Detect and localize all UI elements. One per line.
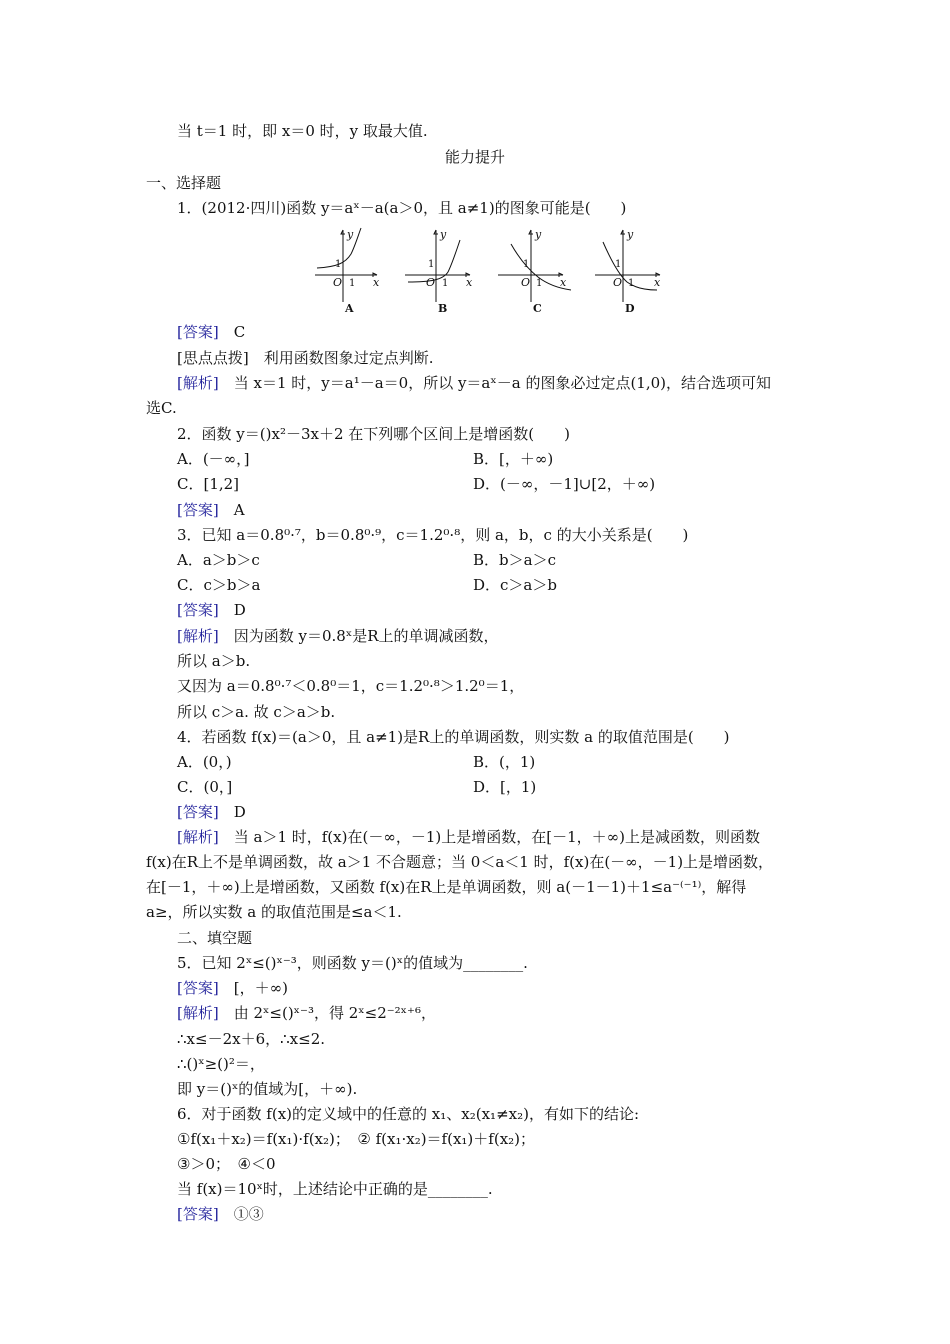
option-d: D．c＞a＞b: [473, 576, 557, 594]
option-a: A．(－∞，]: [177, 450, 250, 468]
text-line: 选C.: [146, 399, 177, 417]
option-label-a: A: [345, 302, 354, 315]
answer-value: D: [233, 803, 246, 821]
option-c: C．(0，]: [177, 778, 233, 796]
answer-line: [177, 1204, 264, 1224]
answer-line: [177, 802, 246, 822]
answer-line: [177, 322, 245, 342]
tick-one-label: 1: [428, 259, 435, 270]
answer-line: [177, 600, 246, 620]
option-d: D．[，1): [473, 778, 537, 796]
answer-line: [177, 500, 245, 520]
answer-value: A: [233, 501, 245, 519]
text-line: ③＞0； ④＜0: [177, 1155, 276, 1173]
tick-one-label: 1: [536, 278, 543, 289]
tick-one-label: 1: [628, 278, 635, 289]
text-line: 又因为 a＝0.8⁰·⁷＜0.8⁰＝1，c＝1.2⁰·⁸＞1.2⁰＝1，: [177, 677, 525, 695]
option-d: D．(－∞，－1]∪[2，＋∞): [473, 475, 656, 493]
axis-y-label: y: [535, 228, 542, 241]
q1-options-figure: [305, 224, 685, 316]
axis-y-label: y: [440, 228, 447, 241]
text-line: 在[－1，＋∞)上是增函数，又函数 f(x)在R上是单调函数，则 a(－1－1)＋1≤a⁻⁽⁻¹⁾，解得: [146, 878, 747, 896]
analysis-line: [177, 626, 499, 646]
option-b: B．[，＋∞): [473, 450, 554, 468]
text-line: ∴x≤－2x＋6，∴x≤2.: [177, 1030, 326, 1048]
origin-label: O: [521, 276, 531, 289]
text-line: 所以 c＞a. 故 c＞a＞b.: [177, 703, 336, 721]
analysis-text: 当 x＝1 时，y＝a¹－a＝0，所以 y＝aˣ－a 的图象必过定点(1,0)，结合选项可知: [233, 374, 772, 392]
text-line: 当 t＝1 时，即 x＝0 时，y 取最大值.: [177, 122, 428, 140]
answer-value: D: [233, 601, 246, 619]
option-label-d: D: [625, 302, 635, 315]
answer-tag: [答案]: [177, 601, 219, 619]
analysis-tag: [解析]: [177, 1004, 219, 1022]
answer-line: [177, 978, 288, 998]
tick-one-label: 1: [335, 259, 342, 270]
answer-value: ①③: [233, 1205, 264, 1223]
text-line: 当 f(x)＝10ˣ时，上述结论中正确的是________.: [177, 1180, 493, 1198]
axis-x-label: x: [466, 276, 473, 289]
axis-y-label: y: [627, 228, 634, 241]
option-c: C．[1,2]: [177, 475, 240, 493]
answer-tag: [答案]: [177, 1205, 219, 1223]
text-line: ①f(x₁＋x₂)＝f(x₁)·f(x₂)； ② f(x₁·x₂)＝f(x₁)＋f(x₂)；: [177, 1130, 536, 1148]
option-b: B．b＞a＞c: [473, 551, 556, 569]
tick-one-label: 1: [442, 278, 449, 289]
axis-x-label: x: [654, 276, 661, 289]
part-heading: 一、选择题: [146, 174, 222, 192]
axis-y-label: y: [347, 228, 354, 241]
tick-one-label: 1: [615, 259, 622, 270]
answer-tag: [答案]: [177, 979, 219, 997]
answer-tag: [答案]: [177, 803, 219, 821]
question-3: 3．已知 a＝0.8⁰·⁷，b＝0.8⁰·⁹，c＝1.2⁰·⁸，则 a，b，c 的大小关系是( ): [177, 526, 689, 544]
option-a: A．(0，): [177, 753, 232, 771]
origin-label: O: [613, 276, 623, 289]
section-title: 能力提升: [444, 148, 505, 166]
option-a: A．a＞b＞c: [177, 551, 260, 569]
analysis-text: 由 2ˣ≤()ˣ⁻³，得 2ˣ≤2⁻²ˣ⁺⁶，: [233, 1004, 436, 1022]
question-4: 4．若函数 f(x)＝(a＞0，且 a≠1)是R上的单调函数，则实数 a 的取值范围是( ): [177, 728, 730, 746]
option-label-c: C: [533, 302, 542, 315]
hint-line: [思点点拨] 利用函数图象过定点判断.: [177, 349, 434, 367]
axis-x-label: x: [560, 276, 567, 289]
text-line: ∴()ˣ≥()²＝，: [177, 1055, 265, 1073]
analysis-line: [177, 373, 771, 393]
question-6: 6．对于函数 f(x)的定义域中的任意的 x₁、x₂(x₁≠x₂)，有如下的结论:: [177, 1105, 640, 1123]
question-2: 2．函数 y＝()x²－3x＋2 在下列哪个区间上是增函数( ): [177, 425, 570, 443]
option-c: C．c＞b＞a: [177, 576, 261, 594]
part-heading: 二、填空题: [177, 929, 253, 947]
question-5: 5．已知 2ˣ≤()ˣ⁻³，则函数 y＝()ˣ的值域为________.: [177, 954, 528, 972]
analysis-tag: [解析]: [177, 374, 219, 392]
text-line: 即 y＝()ˣ的值域为[，＋∞).: [177, 1080, 358, 1098]
tick-one-label: 1: [523, 259, 530, 270]
axis-x-label: x: [373, 276, 380, 289]
answer-tag: [答案]: [177, 501, 219, 519]
analysis-tag: [解析]: [177, 828, 219, 846]
analysis-text: 当 a＞1 时，f(x)在(－∞，－1)上是增函数，在[－1，＋∞)上是减函数，则函数: [233, 828, 760, 846]
answer-value: C: [233, 323, 246, 341]
answer-tag: [答案]: [177, 323, 219, 341]
origin-label: O: [333, 276, 343, 289]
option-label-b: B: [438, 302, 448, 315]
analysis-text: 因为函数 y＝0.8ˣ是R上的单调减函数，: [233, 627, 499, 645]
text-line: a≥，所以实数 a 的取值范围是≤a＜1.: [146, 903, 402, 921]
origin-label: O: [426, 276, 436, 289]
text-line: f(x)在R上不是单调函数，故 a＞1 不合题意；当 0＜a＜1 时，f(x)在(－∞，－1)上是增函数，: [146, 853, 774, 871]
question-1: 1．(2012·四川)函数 y＝aˣ－a(a＞0，且 a≠1)的图象可能是( ): [177, 199, 627, 217]
answer-value: [，＋∞): [233, 979, 288, 997]
analysis-line: [177, 827, 760, 847]
analysis-tag: [解析]: [177, 627, 219, 645]
text-line: 所以 a＞b.: [177, 652, 251, 670]
option-b: B．(，1): [473, 753, 536, 771]
tick-one-label: 1: [349, 278, 356, 289]
analysis-line: [177, 1003, 436, 1023]
